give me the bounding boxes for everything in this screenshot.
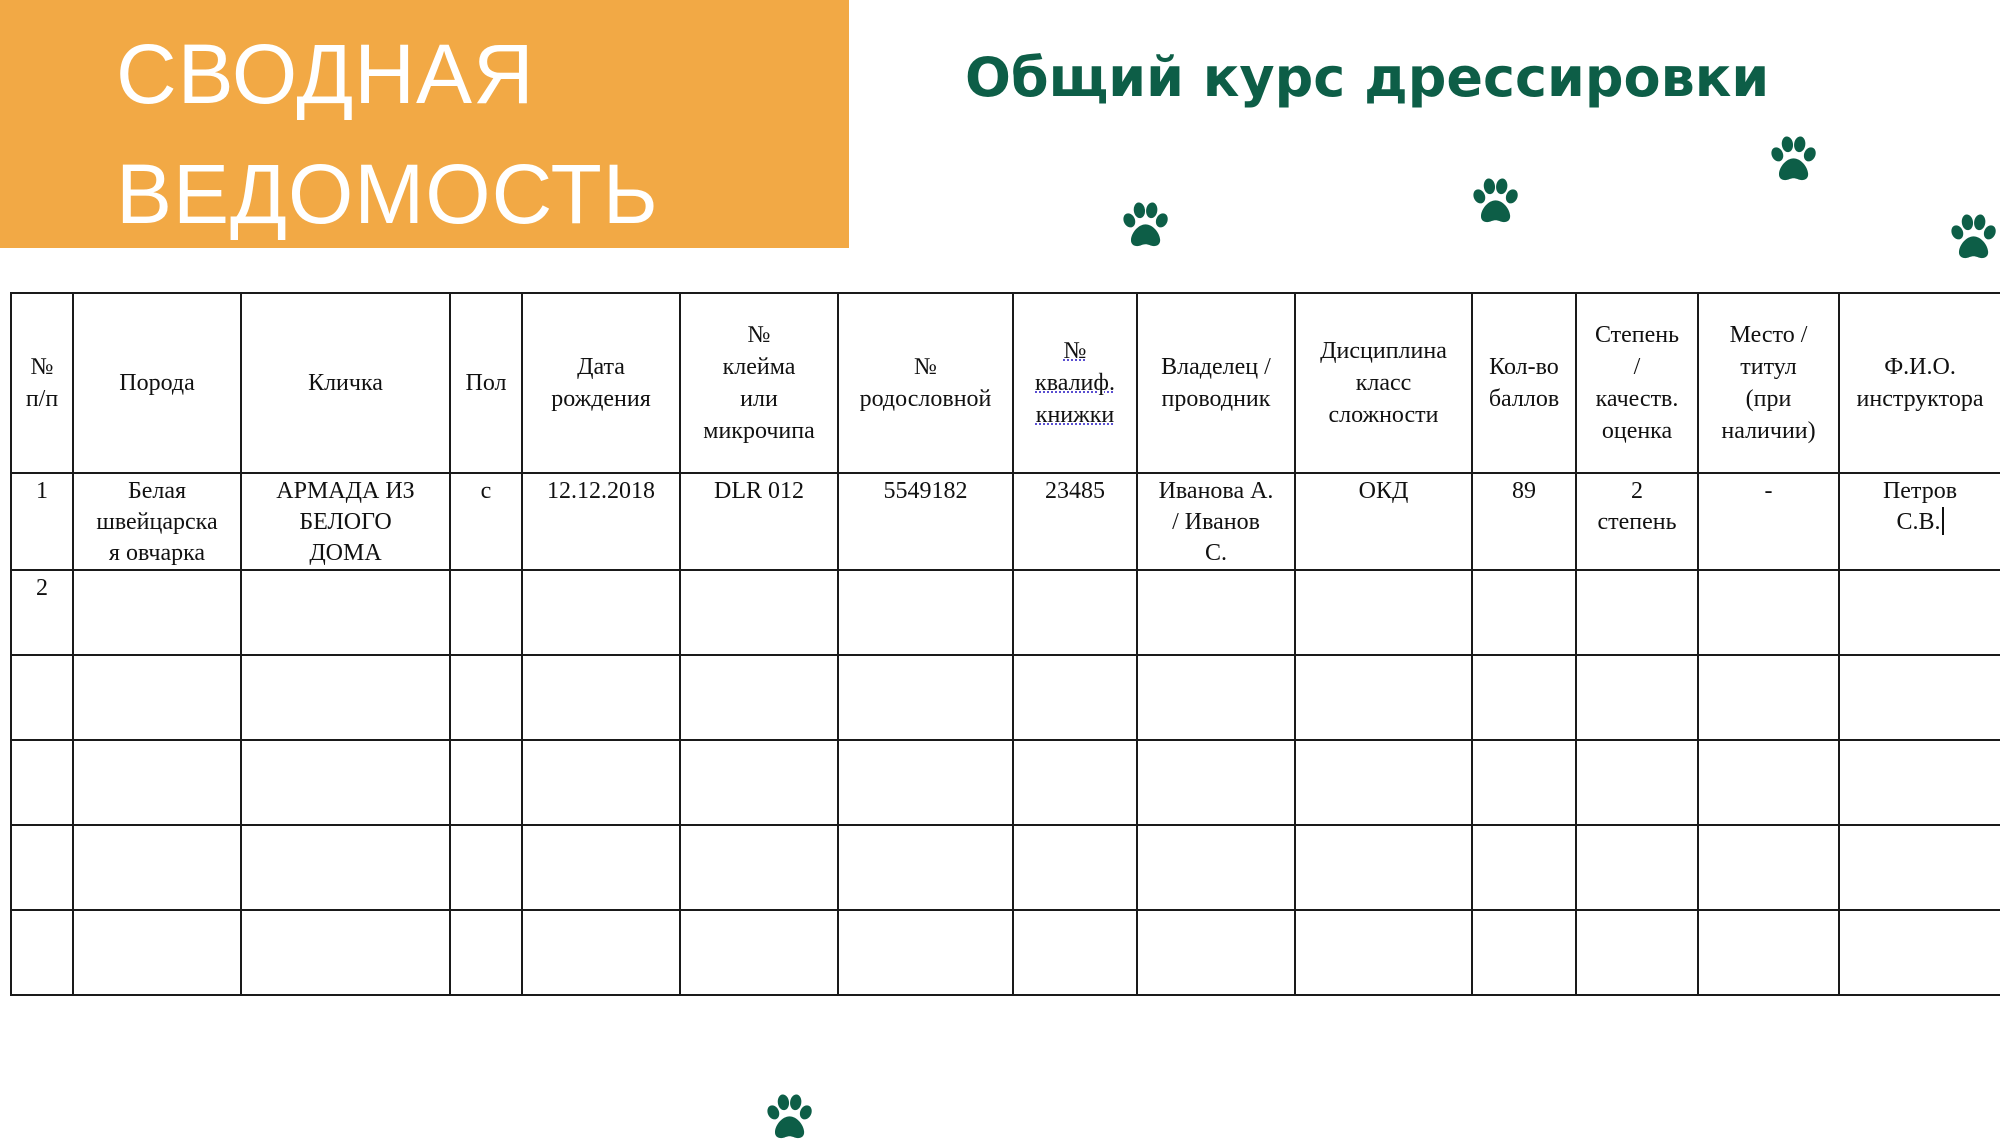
- table-row: [11, 910, 2000, 995]
- table-row: [11, 570, 2000, 655]
- table-cell[interactable]: [241, 825, 450, 910]
- table-cell[interactable]: [73, 740, 241, 825]
- table-cell[interactable]: [1295, 825, 1472, 910]
- table-cell[interactable]: Иванова А. / Иванов С.: [1137, 473, 1295, 570]
- table-cell[interactable]: 2 степень: [1576, 473, 1698, 570]
- table-cell[interactable]: [73, 655, 241, 740]
- table-cell[interactable]: [1576, 655, 1698, 740]
- table-cell[interactable]: [680, 655, 838, 740]
- header-cell-points: Кол-во баллов: [1472, 293, 1576, 473]
- table-cell[interactable]: [241, 570, 450, 655]
- table-cell[interactable]: [1576, 825, 1698, 910]
- header-cell-number: № п/п: [11, 293, 73, 473]
- table-cell[interactable]: [1698, 910, 1839, 995]
- table-cell[interactable]: [1013, 655, 1137, 740]
- table-cell[interactable]: с: [450, 473, 522, 570]
- summary-table: [10, 292, 2000, 996]
- table-cell[interactable]: [1472, 825, 1576, 910]
- table-cell[interactable]: 1: [11, 473, 73, 570]
- paw-print-icon: [1117, 198, 1173, 254]
- table-cell[interactable]: 2: [11, 570, 73, 655]
- table-cell[interactable]: [1472, 570, 1576, 655]
- table-cell[interactable]: [450, 825, 522, 910]
- title-banner: [0, 0, 849, 248]
- table-cell[interactable]: [1137, 825, 1295, 910]
- paw-print-icon: [1467, 174, 1523, 230]
- table-cell[interactable]: [1013, 825, 1137, 910]
- header-cell-place-title: Место / титул (при наличии): [1698, 293, 1839, 473]
- course-subtitle: Общий курс дрессировки: [965, 46, 1770, 109]
- table-cell[interactable]: 5549182: [838, 473, 1013, 570]
- header-cell-qualification-book: [1013, 293, 1137, 473]
- table-cell[interactable]: [838, 740, 1013, 825]
- table-cell[interactable]: [1013, 740, 1137, 825]
- table-cell[interactable]: [450, 570, 522, 655]
- header-cell-pedigree: № родословной: [838, 293, 1013, 473]
- table-cell[interactable]: [1472, 655, 1576, 740]
- header-cell-birth-date: Дата рождения: [522, 293, 680, 473]
- table-cell[interactable]: [1576, 910, 1698, 995]
- header-cell-breed: Порода: [73, 293, 241, 473]
- table-cell[interactable]: [522, 910, 680, 995]
- header-cell-owner-handler: Владелец / проводник: [1137, 293, 1295, 473]
- table-cell[interactable]: [1698, 740, 1839, 825]
- table-cell[interactable]: ОКД: [1295, 473, 1472, 570]
- table-cell[interactable]: [1576, 740, 1698, 825]
- header-cell-grade: Степень / качеств. оценка: [1576, 293, 1698, 473]
- table-cell[interactable]: [1698, 655, 1839, 740]
- table-cell[interactable]: [241, 910, 450, 995]
- table-cell[interactable]: [11, 655, 73, 740]
- table-cell[interactable]: [838, 655, 1013, 740]
- table-cell[interactable]: [1013, 910, 1137, 995]
- paw-print-icon: [1765, 132, 1821, 188]
- table-cell-instructor[interactable]: [1839, 473, 2000, 570]
- table-cell[interactable]: [1295, 740, 1472, 825]
- table-cell[interactable]: DLR 012: [680, 473, 838, 570]
- table-cell[interactable]: [450, 655, 522, 740]
- table-cell[interactable]: [1576, 570, 1698, 655]
- table-cell[interactable]: [450, 740, 522, 825]
- header-cell-instructor: Ф.И.О. инструктора: [1839, 293, 2000, 473]
- table-cell[interactable]: Белая швейцарска я овчарка: [73, 473, 241, 570]
- table-cell[interactable]: [1295, 655, 1472, 740]
- table-cell[interactable]: [1839, 740, 2000, 825]
- table-cell[interactable]: [1698, 570, 1839, 655]
- table-cell[interactable]: [1839, 825, 2000, 910]
- table-cell[interactable]: [1137, 570, 1295, 655]
- header-cell-nickname: Кличка: [241, 293, 450, 473]
- table-row: [11, 825, 2000, 910]
- table-cell[interactable]: 12.12.2018: [522, 473, 680, 570]
- table-row: [11, 473, 2000, 570]
- table-cell[interactable]: [1472, 740, 1576, 825]
- table-cell[interactable]: [1137, 740, 1295, 825]
- table-cell[interactable]: [11, 825, 73, 910]
- table-cell[interactable]: 89: [1472, 473, 1576, 570]
- table-cell[interactable]: [680, 570, 838, 655]
- table-row: [11, 740, 2000, 825]
- table-cell[interactable]: [680, 910, 838, 995]
- banner-title-line-1: СВОДНАЯ: [116, 27, 535, 121]
- table-cell[interactable]: [73, 910, 241, 995]
- table-cell[interactable]: [1839, 910, 2000, 995]
- header-cell-discipline: Дисциплина класс сложности: [1295, 293, 1472, 473]
- paw-print-icon: [761, 1090, 817, 1146]
- table-cell[interactable]: [838, 570, 1013, 655]
- banner-title-line-2: ВЕДОМОСТЬ: [116, 147, 659, 241]
- table-cell[interactable]: [1839, 655, 2000, 740]
- instructor-name: Петров С.В.: [1882, 478, 1958, 535]
- table-cell[interactable]: [522, 655, 680, 740]
- table-cell[interactable]: [241, 655, 450, 740]
- table-cell[interactable]: [73, 570, 241, 655]
- table-cell[interactable]: [522, 740, 680, 825]
- table-cell[interactable]: [450, 910, 522, 995]
- table-cell[interactable]: [11, 740, 73, 825]
- table-cell[interactable]: [1472, 910, 1576, 995]
- table-cell[interactable]: [1137, 910, 1295, 995]
- table-row: [11, 655, 2000, 740]
- table-cell[interactable]: [680, 825, 838, 910]
- table-cell[interactable]: [680, 740, 838, 825]
- table-cell[interactable]: [1295, 570, 1472, 655]
- table-cell[interactable]: [1839, 570, 2000, 655]
- text-cursor: [1942, 507, 1944, 535]
- table-cell[interactable]: [522, 825, 680, 910]
- banner-title: [116, 14, 659, 254]
- table-cell[interactable]: [838, 825, 1013, 910]
- table-cell[interactable]: -: [1698, 473, 1839, 570]
- table-cell[interactable]: [241, 740, 450, 825]
- table-cell[interactable]: [1698, 825, 1839, 910]
- header-cell-brand-chip: № клейма или микрочипа: [680, 293, 838, 473]
- table-cell[interactable]: [1013, 570, 1137, 655]
- header-cell-sex: Пол: [450, 293, 522, 473]
- header-qualification-text: № квалиф. книжки: [1035, 338, 1115, 428]
- table-cell[interactable]: [838, 910, 1013, 995]
- table-cell[interactable]: [11, 910, 73, 995]
- table-cell[interactable]: [1295, 910, 1472, 995]
- table-header-row: [11, 293, 2000, 473]
- table-cell[interactable]: АРМАДА ИЗ БЕЛОГО ДОМА: [241, 473, 450, 570]
- table-cell[interactable]: [522, 570, 680, 655]
- table-cell[interactable]: [1137, 655, 1295, 740]
- table-cell[interactable]: [73, 825, 241, 910]
- table-cell[interactable]: 23485: [1013, 473, 1137, 570]
- paw-print-icon: [1945, 210, 2000, 266]
